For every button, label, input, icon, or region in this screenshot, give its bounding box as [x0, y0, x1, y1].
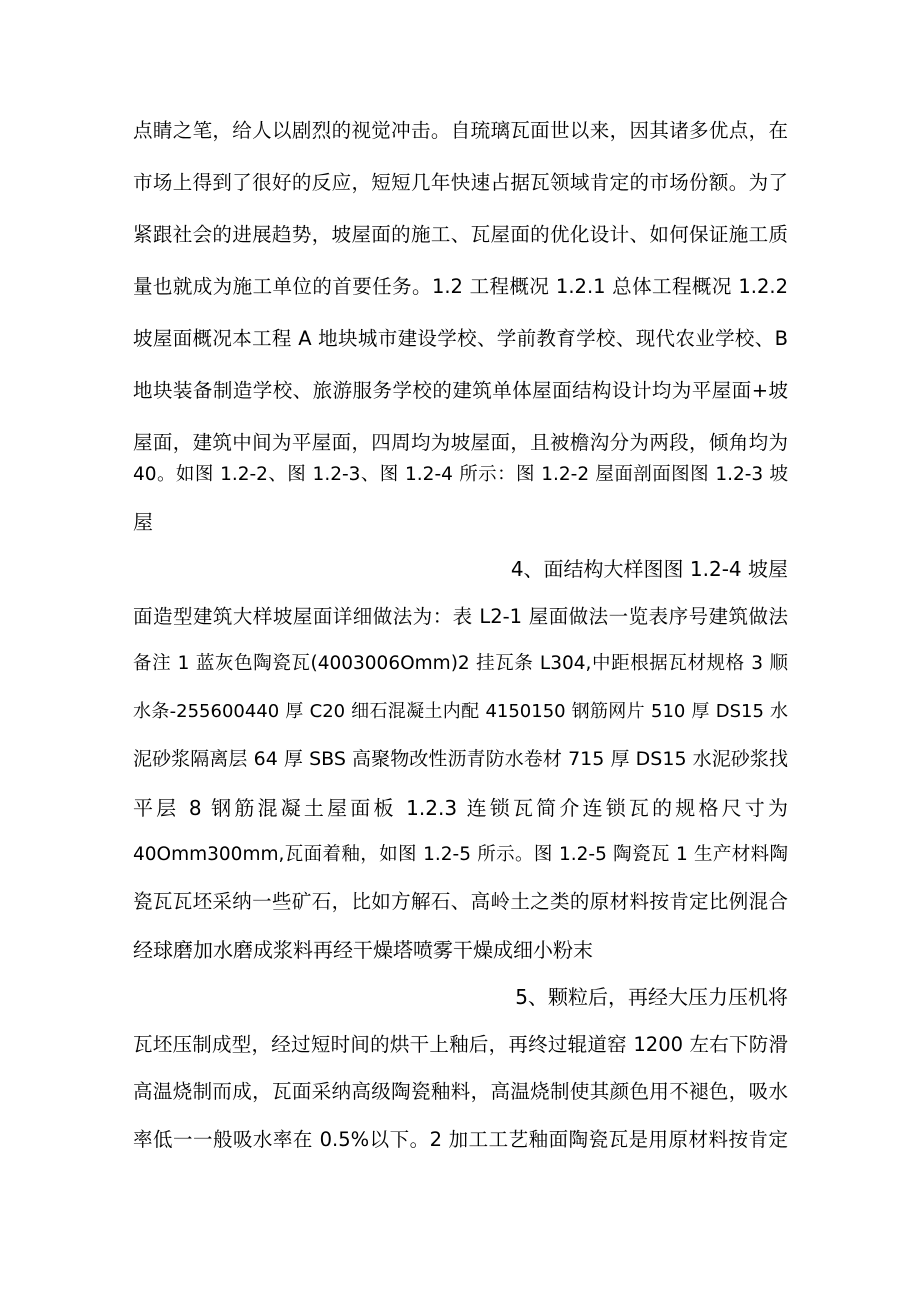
text-line: 平层 8 钢筋混凝土屋面板 1.2.3 连锁瓦简介连锁瓦的规格尺寸为: [133, 796, 788, 820]
text-line: 屋面，建筑中间为平屋面，四周均为坡屋面，且被檐沟分为两段，倾角均为: [133, 431, 788, 454]
text-line: 高温烧制而成，瓦面采纳高级陶瓷釉料，高温烧制使其颜色用不褪色，吸水: [133, 1080, 788, 1103]
text-line: 率低一一般吸水率在 0.5%以下。2 加工工艺釉面陶瓷瓦是用原材料按肯定: [133, 1128, 788, 1151]
text-line: 瓦坯压制成型，经过短时间的烘干上釉后，再终过辊道窑 1200 左右下防滑: [133, 1033, 788, 1056]
text-line: 40Omm300mm,瓦面着釉，如图 1.2-5 所示。图 1.2-5 陶瓷瓦 1 生产材料陶: [133, 844, 788, 865]
text-line: 40。如图 1.2-2、图 1.2-3、图 1.2-4 所示：图 1.2-2 屋面剖面图图 1.2-3 坡: [133, 464, 788, 485]
text-line: 备注 1 蓝灰色陶瓷瓦(4003006Omm)2 挂瓦条 L304,中距根据瓦材规格 3 顺: [133, 653, 788, 674]
text-line: 面造型建筑大样坡屋面详细做法为：表 L2-1 屋面做法一览表序号建筑做法: [133, 605, 788, 628]
text-line: 地块装备制造学校、旅游服务学校的建筑单体屋面结构设计均为平屋面+坡: [133, 379, 788, 402]
text-line: 点睛之笔，给人以剧烈的视觉冲击。自琉璃瓦面世以来，因其诸多优点，在: [133, 119, 788, 142]
text-line: 泥砂浆隔离层 64 厚 SBS 高聚物改性沥青防水卷材 715 厚 DS15 水泥砂浆找: [133, 748, 788, 770]
text-line: 紧跟社会的进展趋势，坡屋面的施工、瓦屋面的优化设计、如何保证施工质: [133, 223, 788, 246]
text-line: 量也就成为施工单位的首要任务。1.2 工程概况 1.2.1 总体工程概况 1.2.2: [133, 275, 788, 298]
text-line: 水条-255600440 厚 C20 细石混凝土内配 4150150 钢筋网片 510 厚 DS15 水: [133, 701, 788, 722]
text-line: 瓷瓦瓦坯采纳一些矿石，比如方解石、高岭土之类的原材料按肯定比例混合: [133, 890, 788, 913]
text-line: 屋: [133, 510, 153, 534]
text-line: 经球磨加水磨成浆料再经干燥塔喷雾干燥成细小粉末: [133, 938, 593, 962]
text-line: 市场上得到了很好的反应，短短几年快速占据瓦领域肯定的市场份额。为了: [133, 171, 788, 194]
text-line: 5、颗粒后，再经大压力压机将: [515, 985, 788, 1009]
text-line: 4、面结构大样图图 1.2-4 坡屋: [510, 557, 788, 581]
text-line: 坡屋面概况本工程 A 地块城市建设学校、学前教育学校、现代农业学校、B: [133, 327, 788, 350]
